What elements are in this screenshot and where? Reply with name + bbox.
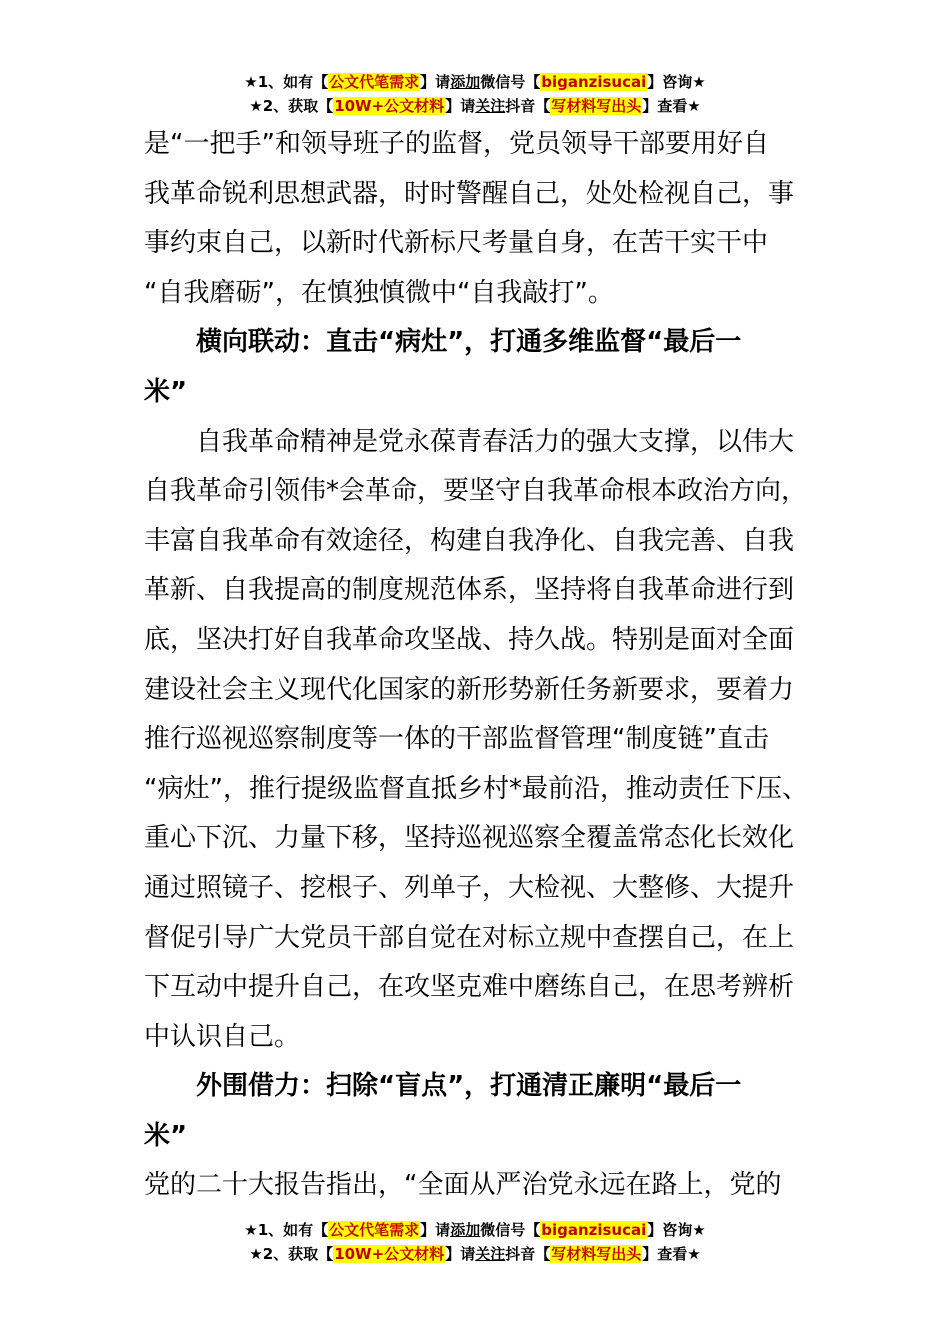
text-line: 革新、自我提高的制度规范体系，坚持将自我革命进行到 bbox=[144, 575, 795, 606]
text-line: 事约束自己，以新时代新标尺考量自身，在苦干实干中 bbox=[144, 228, 769, 259]
heading-line: 米” bbox=[144, 1120, 188, 1151]
footer-banner bbox=[0, 1218, 950, 1266]
text-line: 自我革命引领伟*会革命，要坚守自我革命根本政治方向， bbox=[144, 476, 808, 507]
banner-text: 微信号【 bbox=[480, 73, 541, 91]
paragraph-1 bbox=[144, 120, 820, 318]
banner-line-1 bbox=[0, 1218, 950, 1242]
text-line: 下互动中提升自己，在攻坚克难中磨练自己，在思考辨析 bbox=[144, 972, 795, 1003]
header-banner bbox=[0, 70, 950, 118]
text-line: 推行巡视巡察制度等一体的干部监督管理“制度链”直击 bbox=[144, 724, 769, 755]
highlight-text: 公文代笔需求 bbox=[329, 73, 420, 91]
paragraph-3 bbox=[144, 1161, 820, 1211]
text-line: “病灶”，推行提级监督直抵乡村*最前沿，推动责任下压、 bbox=[144, 773, 808, 804]
underlined-text: 关注 bbox=[475, 97, 506, 115]
banner-text: 抖音【 bbox=[505, 1245, 551, 1263]
heading-line: 外围借力：扫除“盲点”，打通清正廉明“最后一 bbox=[196, 1071, 742, 1102]
text-line: 通过照镜子、挖根子、列单子，大检视、大整修、大提升 bbox=[144, 872, 795, 903]
section-heading-1 bbox=[144, 318, 820, 417]
highlight-text: 10W+公文材料 bbox=[334, 1245, 445, 1263]
underlined-text: 添加 bbox=[450, 73, 481, 91]
banner-text: ★2、获取【 bbox=[249, 1245, 334, 1263]
paragraph-2 bbox=[144, 418, 820, 1063]
text-line: 党的二十大报告指出，“全面从严治党永远在路上，党的 bbox=[144, 1170, 782, 1201]
text-line: 是“一把手”和领导班子的监督，党员领导干部要用好自 bbox=[144, 129, 769, 159]
wechat-id-highlight: biganzisucai bbox=[541, 73, 647, 91]
text-line: 自我革命精神是党永葆青春活力的强大支撑，以伟大 bbox=[196, 426, 795, 457]
underlined-text: 关注 bbox=[475, 1245, 506, 1263]
highlight-text: 10W+公文材料 bbox=[334, 97, 445, 115]
banner-text: 】咨询★ bbox=[647, 1221, 706, 1239]
text-line: 建设社会主义现代化国家的新形势新任务新要求，要着力 bbox=[144, 674, 795, 705]
text-line: 督促引导广大党员干部自觉在对标立规中查摆自己，在上 bbox=[144, 922, 795, 953]
banner-line-2 bbox=[0, 94, 950, 118]
underlined-text: 添加 bbox=[450, 1221, 481, 1239]
banner-text: ★2、获取【 bbox=[249, 97, 334, 115]
douyin-account-highlight: 写材料写出头 bbox=[551, 1245, 642, 1263]
heading-line: 米” bbox=[144, 376, 188, 407]
banner-text: 】查看★ bbox=[642, 97, 701, 115]
text-line: “自我磨砺”，在慎独慎微中“自我敲打”。 bbox=[144, 277, 614, 308]
banner-text: ★1、如有【 bbox=[244, 73, 329, 91]
banner-text: 微信号【 bbox=[480, 1221, 541, 1239]
text-line: 中认识自己。 bbox=[144, 1021, 301, 1052]
text-line: 丰富自我革命有效途径，构建自我净化、自我完善、自我 bbox=[144, 525, 795, 556]
section-heading-2 bbox=[144, 1062, 820, 1161]
banner-text: 】咨询★ bbox=[647, 73, 706, 91]
banner-text: ★1、如有【 bbox=[244, 1221, 329, 1239]
banner-text: 】请 bbox=[445, 1245, 476, 1263]
douyin-account-highlight: 写材料写出头 bbox=[551, 97, 642, 115]
text-line: 我革命锐利思想武器，时时警醒自己，处处检视自己，事 bbox=[144, 178, 795, 209]
banner-text: 抖音【 bbox=[505, 97, 551, 115]
banner-text: 】请 bbox=[420, 73, 451, 91]
heading-line: 横向联动：直击“病灶”，打通多维监督“最后一 bbox=[196, 327, 742, 358]
highlight-text: 公文代笔需求 bbox=[329, 1221, 420, 1239]
banner-line-2 bbox=[0, 1242, 950, 1266]
banner-text: 】查看★ bbox=[642, 1245, 701, 1263]
text-line: 重心下沉、力量下移，坚持巡视巡察全覆盖常态化长效化 bbox=[144, 823, 795, 854]
text-line: 底，坚决打好自我革命攻坚战、持久战。特别是面对全面 bbox=[144, 624, 795, 655]
banner-text: 】请 bbox=[445, 97, 476, 115]
banner-text: 】请 bbox=[420, 1221, 451, 1239]
wechat-id-highlight: biganzisucai bbox=[541, 1221, 647, 1239]
banner-line-1 bbox=[0, 70, 950, 94]
document-body bbox=[144, 120, 820, 1211]
